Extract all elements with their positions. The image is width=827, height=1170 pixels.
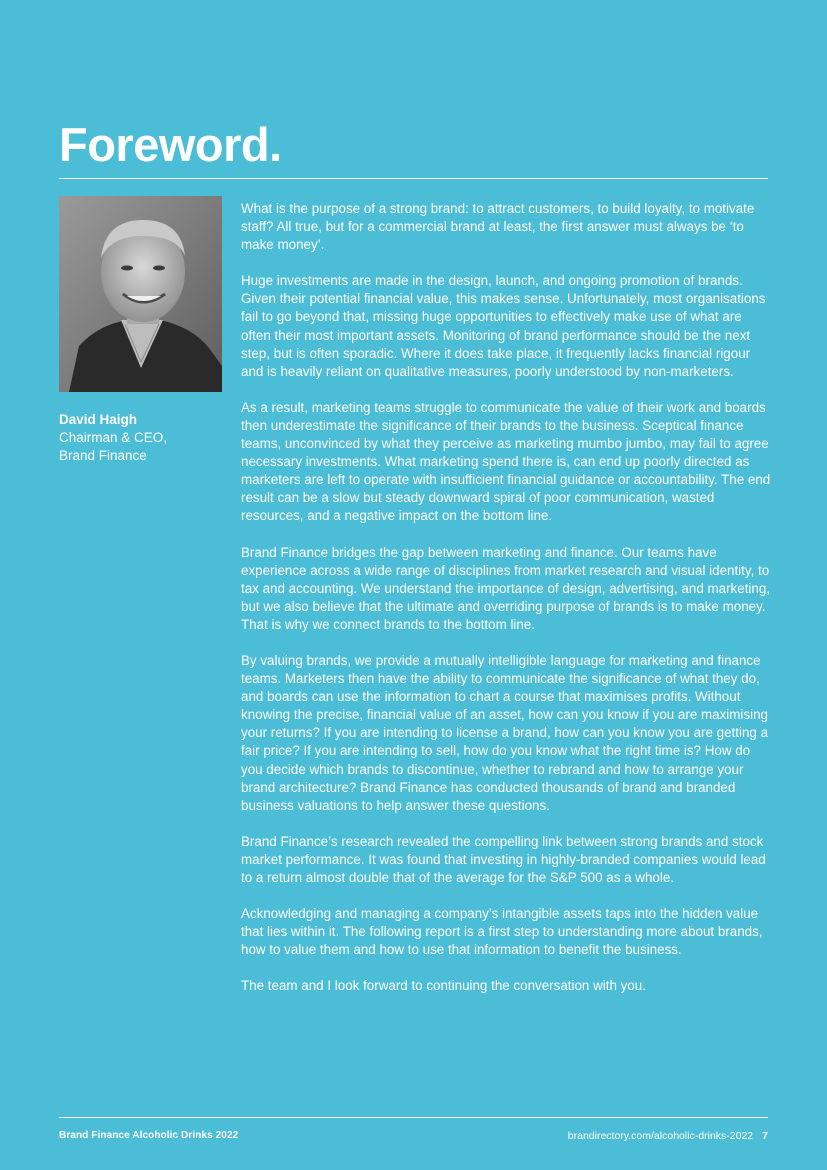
paragraph: Brand Finance’s research revealed the compelling link between strong brands and stock market performance. It was found that investing in highly-branded companies would lead to a return almost double that of the average for the S&P 500 as a whole. — [241, 833, 766, 885]
footer-url[interactable]: brandirectory.com/alcoholic-drinks-2022 — [567, 1130, 754, 1142]
paragraph: By valuing brands, we provide a mutually intelligible language for marketing and finance teams. Marketers then have the ability to communicate the significance of what they do, and boards can use the information to chart a course that maximises profits. Without knowing the precise, financial value of an asset, how can you know if you are maximising your returns? If you are intending to license a brand, how can you know you are getting a fair price? If you are intending to sell, how do you know what the right time is? How do you decide which brands to discontinue, whether to rebrand and how to arrange your brand architecture? Brand Finance has conducted thousands of brand and branded business valuations to help answer these questions. — [241, 652, 769, 813]
footer-divider — [59, 1117, 768, 1118]
page-number: 7 — [762, 1130, 768, 1142]
page-title: Foreword. — [59, 118, 282, 171]
paragraph: As a result, marketing teams struggle to communicate the value of their work and boards then underestimate the significance of their brands to the business. Sceptical finance teams, unconvinced by what they perceive as marketing mumbo jumbo, may fail to agree necessary investments. What marketing spend there is, can end up poorly directed as marketers are left to operate with insufficient financial guidance or accountability. The end result can be a slow but steady downward spiral of poor communication, wasted resources, and a negative impact on the bottom line. — [241, 399, 771, 524]
author-role: Chairman & CEO, — [59, 430, 168, 445]
author-photo — [59, 196, 222, 392]
author-company: Brand Finance — [59, 448, 147, 463]
paragraph: Brand Finance bridges the gap between marketing and finance. Our teams have experience across a wide range of disciplines from market research and visual identity, to tax and accounting. We understand the importance of design, advertising, and marketing, but we also believe that the ultimate and overriding purpose of brands is to make money. That is why we connect brands to the bottom line. — [241, 544, 771, 632]
title-divider — [59, 178, 768, 179]
paragraph: The team and I look forward to continuing the conversation with you. — [241, 978, 646, 994]
author-caption — [59, 411, 229, 465]
author-name: David Haigh — [59, 412, 138, 427]
foreword-body — [241, 200, 771, 1013]
paragraph: Acknowledging and managing a company’s intangible assets taps into the hidden value that lies within it. The following report is a first step to understanding more about brands, how to value them and how to use that information to benefit the business. — [241, 906, 763, 958]
paragraph: Huge investments are made in the design, launch, and ongoing promotion of brands. Given their potential financial value, this makes sense. Unfortunately, most organisations fail to go beyond that, missing huge opportunities to effectively make use of what are often their most important assets. Monitoring of brand performance should be the next step, but is often sporadic. Where it does take place, it frequently lacks financial rigour and is heavily reliant on qualitative measures, poorly understood by non-marketers. — [241, 273, 766, 379]
publication-title: Brand Finance Alcoholic Drinks 2022 — [59, 1130, 239, 1141]
footer-right — [568, 1130, 768, 1142]
paragraph: What is the purpose of a strong brand: to attract customers, to build loyalty, to motivate staff? All true, but for a commercial brand at least, the first answer must always be ‘to make money’. — [241, 201, 755, 253]
